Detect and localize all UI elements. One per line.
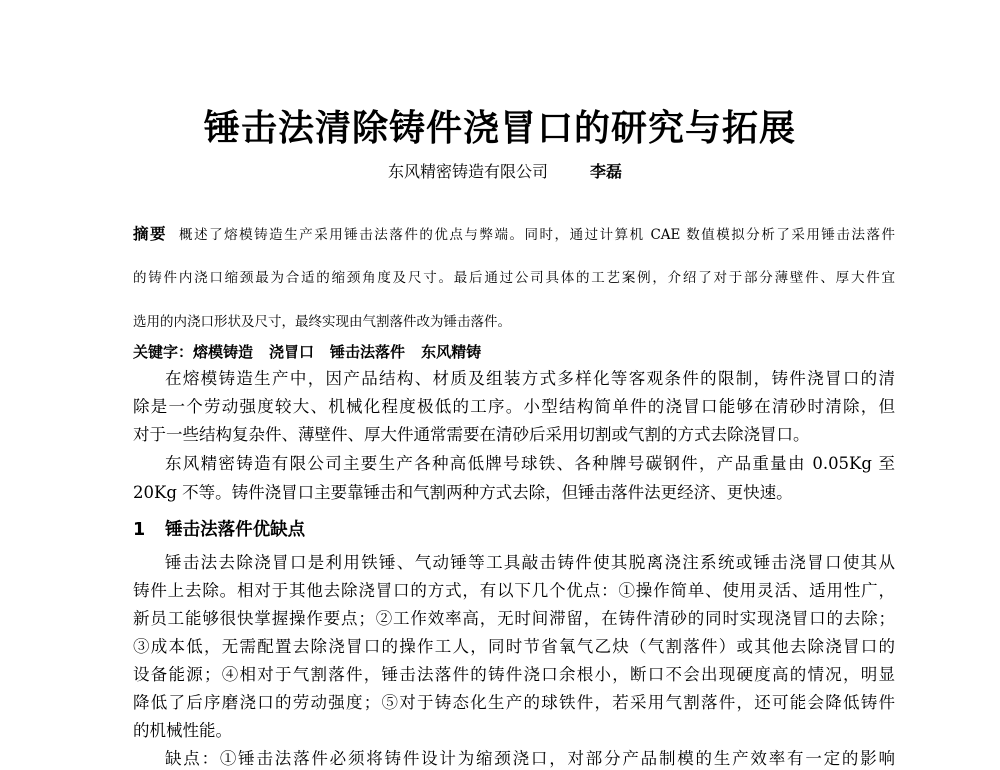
body-line: 新员工能够很快掌握操作要点；②工作效率高，无时间滞留，在铸件清砂的同时实现浇冒口的去除； bbox=[133, 609, 895, 628]
body-line: 20Kg 不等。铸件浇冒口主要靠锤击和气割两种方式去除，但锤击落件法更经济、更快速。 bbox=[133, 483, 793, 502]
abstract-text: 概述了熔模铸造生产采用锤击法落件的优点与弊端。同时，通过计算机 CAE 数值模拟分析了采用锤击法落件 bbox=[179, 227, 895, 243]
abstract-line bbox=[133, 222, 895, 244]
paper-title: 锤击法清除铸件浇冒口的研究与拓展 bbox=[203, 108, 796, 149]
abstract-line: 选用的内浇口形状及尺寸，最终实现由气割落件改为锤击落件。 bbox=[133, 314, 511, 330]
section-number: 1 bbox=[133, 520, 146, 540]
body-line: 缺点：①锤击法落件必须将铸件设计为缩颈浇口，对部分产品制模的生产效率有一定的影响 bbox=[165, 749, 895, 768]
body-line: 在熔模铸造生产中，因产品结构、材质及组装方式多样化等客观条件的限制，铸件浇冒口的清 bbox=[165, 369, 895, 388]
keyword-term: 锤击法落件 bbox=[330, 343, 406, 361]
body-line: 对于一些结构复杂件、薄壁件、厚大件通常需要在清砂后采用切割或气割的方式去除浇冒口。 bbox=[133, 425, 810, 444]
keyword-term: 熔模铸造 bbox=[193, 343, 254, 361]
section-heading bbox=[133, 516, 305, 541]
byline bbox=[388, 159, 622, 182]
keywords bbox=[133, 341, 497, 362]
body-line: 东风精密铸造有限公司主要生产各种高低牌号球铁、各种牌号碳钢件，产品重量由 0.05Kg 至 bbox=[165, 454, 895, 473]
body-line: 的机械性能。 bbox=[133, 721, 232, 740]
keyword-term: 东风精铸 bbox=[421, 343, 482, 361]
section-title: 锤击法落件优缺点 bbox=[165, 520, 306, 540]
body-line: 降低了后序磨浇口的劳动强度；⑤对于铸态化生产的球铁件，若采用气割落件，还可能会降低铸件 bbox=[133, 693, 895, 712]
body-line: 除是一个劳动强度较大、机械化程度极低的工序。小型结构简单件的浇冒口能够在清砂时清除，但 bbox=[133, 397, 895, 416]
keywords-label: 关键字： bbox=[133, 343, 194, 361]
affiliation: 东风精密铸造有限公司 bbox=[388, 162, 549, 181]
body-line: 设备能源；④相对于气割落件，锤击法落件的铸件浇口余根小，断口不会出现硬度高的情况，明显 bbox=[133, 665, 895, 684]
keyword-term: 浇冒口 bbox=[269, 343, 315, 361]
abstract-line: 的铸件内浇口缩颈最为合适的缩颈角度及尺寸。最后通过公司具体的工艺案例，介绍了对于部分薄壁件、厚大件宜 bbox=[133, 270, 895, 286]
author: 李磊 bbox=[590, 162, 623, 181]
body-line: ③成本低，无需配置去除浇冒口的操作工人，同时节省氧气乙炔（气割落件）或其他去除浇冒口的 bbox=[133, 637, 895, 656]
abstract-label: 摘要 bbox=[133, 225, 168, 243]
body-line: 锤击法去除浇冒口是利用铁锤、气动锤等工具敲击铸件使其脱离浇注系统或锤击浇冒口使其从 bbox=[165, 553, 895, 572]
body-line: 铸件上去除。相对于其他去除浇冒口的方式，有以下几个优点：①操作简单、使用灵活、适用性广， bbox=[133, 581, 895, 600]
